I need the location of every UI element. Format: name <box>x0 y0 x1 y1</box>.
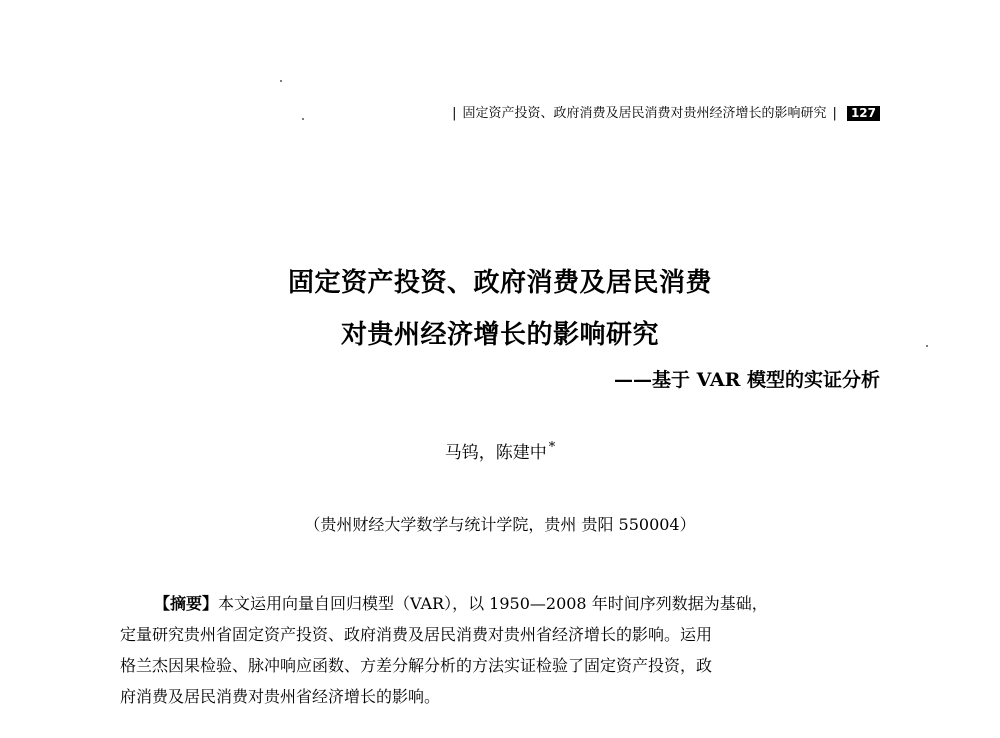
scan-speck <box>280 80 282 82</box>
header-separator: | <box>452 106 457 121</box>
page-number: 127 <box>847 106 880 121</box>
author-line <box>0 438 1000 463</box>
abstract-line: 格兰杰因果检验、脉冲响应函数、方差分解分析的方法实证检验了固定资产投资，政 <box>120 656 713 675</box>
abstract-line: 府消费及居民消费对贵州省经济增长的影响。 <box>120 687 441 706</box>
paper-title-line-2: 对贵州经济增长的影响研究 <box>340 320 659 350</box>
paper-subtitle: ——基于 VAR 模型的实证分析 <box>613 369 880 391</box>
abstract-text: 本文运用向量自回归模型（VAR），以 1950—2008 年时间序列数据为基础， <box>218 594 768 613</box>
abstract <box>120 588 885 712</box>
affiliation: （贵州财经大学数学与统计学院，贵州 贵阳 550004） <box>304 515 696 534</box>
corresponding-author-marker: * <box>548 440 556 456</box>
abstract-line: 定量研究贵州省固定资产投资、政府消费及居民消费对贵州省经济增长的影响。运用 <box>120 625 713 644</box>
running-header-title: 固定资产投资、政府消费及居民消费对贵州经济增长的影响研究 <box>462 106 827 121</box>
author-names: 马钨，陈建中 <box>444 443 547 463</box>
paper-title-line-1: 固定资产投资、政府消费及居民消费 <box>287 268 712 298</box>
header-separator: | <box>832 106 837 121</box>
running-header <box>0 102 880 121</box>
abstract-line <box>120 588 885 619</box>
abstract-label: 【摘要】 <box>154 594 219 613</box>
